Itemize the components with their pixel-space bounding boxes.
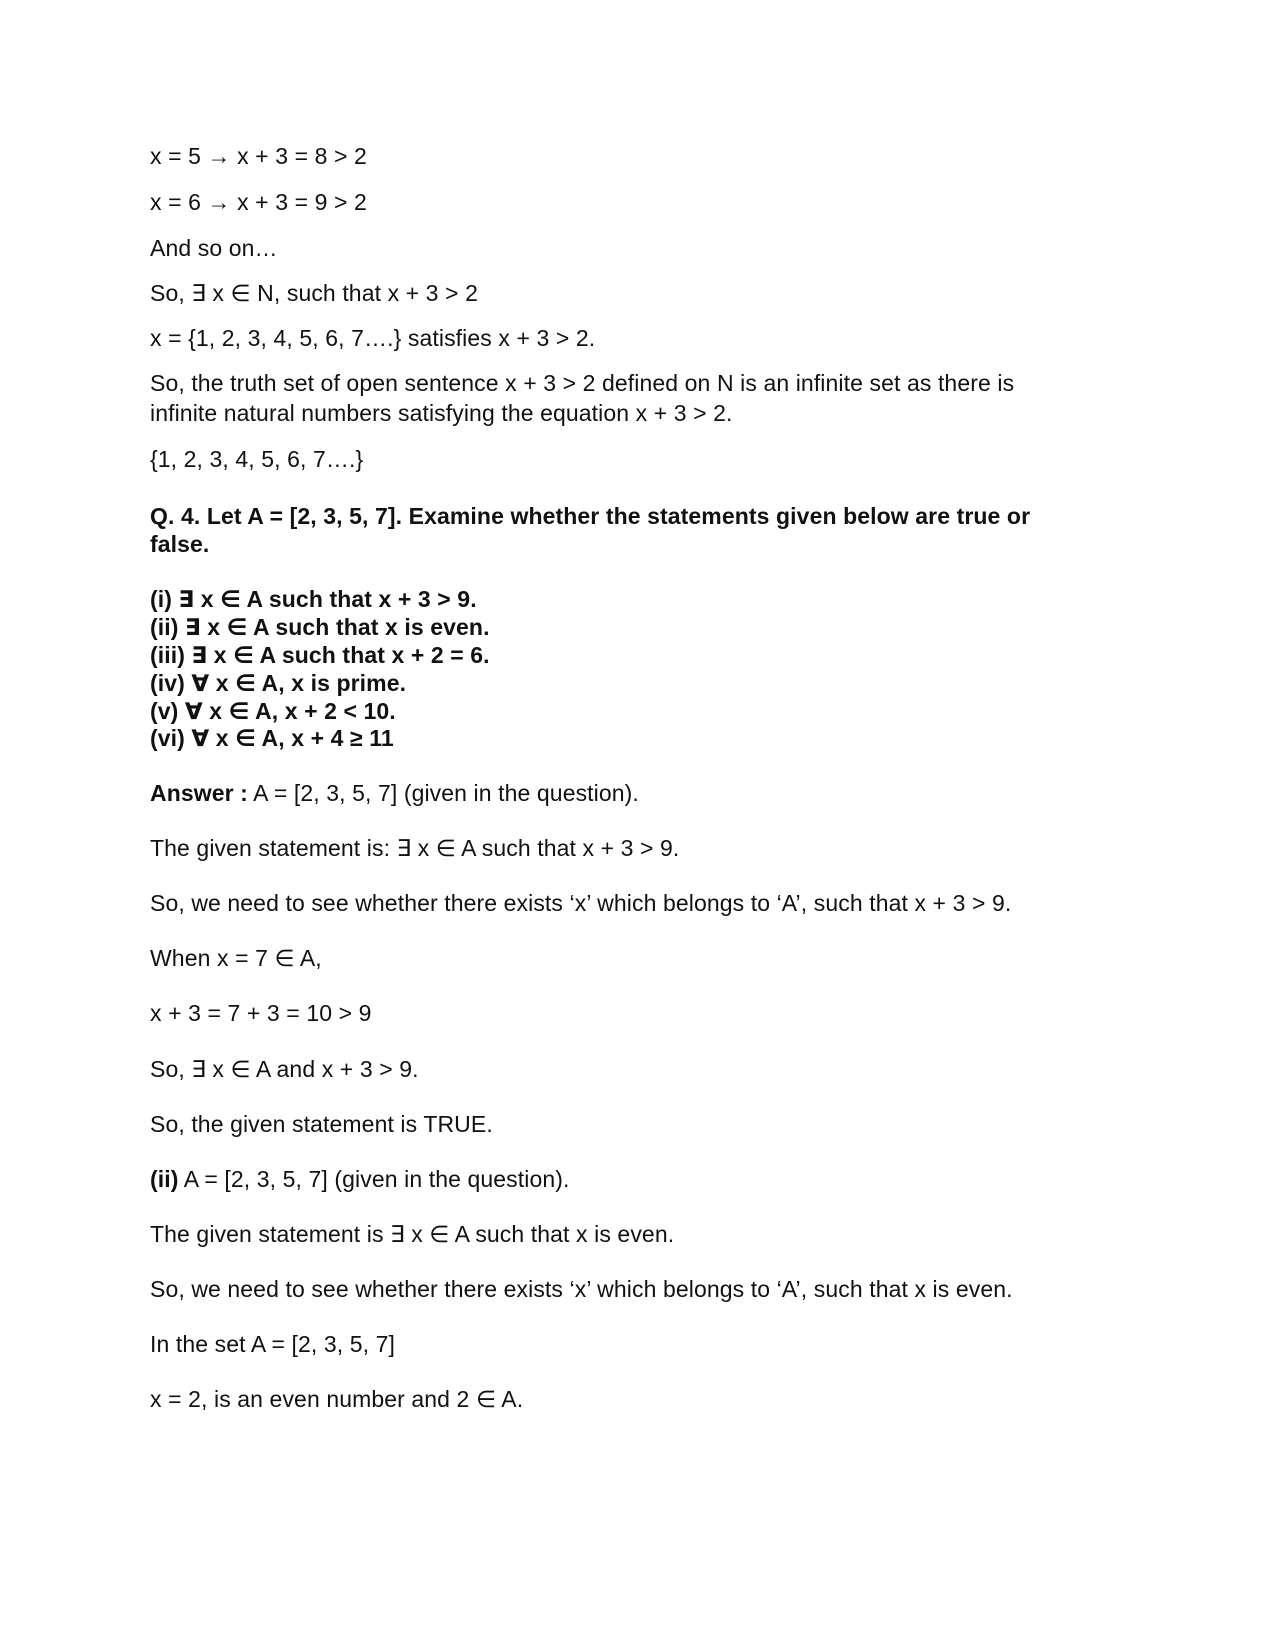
question-part: (vi) ∀ x ∈ A, x + 4 ≥ 11 [150, 725, 394, 751]
answer-label: Answer : [150, 780, 248, 806]
answer-step: When x = 7 ∈ A, [150, 945, 322, 971]
answer-line [150, 778, 639, 808]
set-line: {1, 2, 3, 4, 5, 6, 7….} [150, 446, 364, 472]
question-part: (v) ∀ x ∈ A, x + 2 < 10. [150, 698, 396, 724]
part-ii-step: The given statement is ∃ x ∈ A such that x is even. [150, 1221, 675, 1247]
text-line: x = 6 → x + 3 = 9 > 2 [150, 189, 367, 215]
question-part: (iv) ∀ x ∈ A, x is prime. [150, 670, 407, 696]
text-line: And so on… [150, 235, 278, 261]
text-line: x = 5 → x + 3 = 8 > 2 [150, 143, 367, 169]
answer-text: A = [2, 3, 5, 7] (given in the question). [247, 780, 639, 806]
question-part: (ii) ∃ x ∈ A such that x is even. [150, 614, 490, 640]
answer-step: So, ∃ x ∈ A and x + 3 > 9. [150, 1056, 419, 1082]
part-ii-step: So, we need to see whether there exists ‘x’ which belongs to ‘A’, such that x is even. [150, 1276, 1013, 1302]
paragraph-line: So, the truth set of open sentence x + 3 > 2 defined on N is an infinite set as there is [150, 370, 1015, 396]
part-ii-label: (ii) [150, 1166, 179, 1192]
part-ii-step: x = 2, is an even number and 2 ∈ A. [150, 1386, 524, 1412]
answer-step: So, the given statement is TRUE. [150, 1111, 493, 1137]
question-part: (i) ∃ x ∈ A such that x + 3 > 9. [150, 586, 477, 612]
part-ii-text: A = [2, 3, 5, 7] (given in the question). [178, 1166, 570, 1192]
question-part: (iii) ∃ x ∈ A such that x + 2 = 6. [150, 642, 490, 668]
question-heading: Q. 4. Let A = [2, 3, 5, 7]. Examine whether the statements given below are true or [150, 503, 1031, 529]
part-ii-step: In the set A = [2, 3, 5, 7] [150, 1331, 396, 1357]
part-ii-line [150, 1164, 569, 1194]
answer-step: So, we need to see whether there exists ‘x’ which belongs to ‘A’, such that x + 3 > 9. [150, 890, 1012, 916]
answer-step: The given statement is: ∃ x ∈ A such that x + 3 > 9. [150, 835, 680, 861]
text-line: x = {1, 2, 3, 4, 5, 6, 7….} satisfies x + 3 > 2. [150, 325, 596, 351]
text-line: So, ∃ x ∈ N, such that x + 3 > 2 [150, 280, 478, 306]
question-heading-cont: false. [150, 531, 210, 557]
answer-step: x + 3 = 7 + 3 = 10 > 9 [150, 1000, 372, 1026]
paragraph-line: infinite natural numbers satisfying the equation x + 3 > 2. [150, 400, 733, 426]
